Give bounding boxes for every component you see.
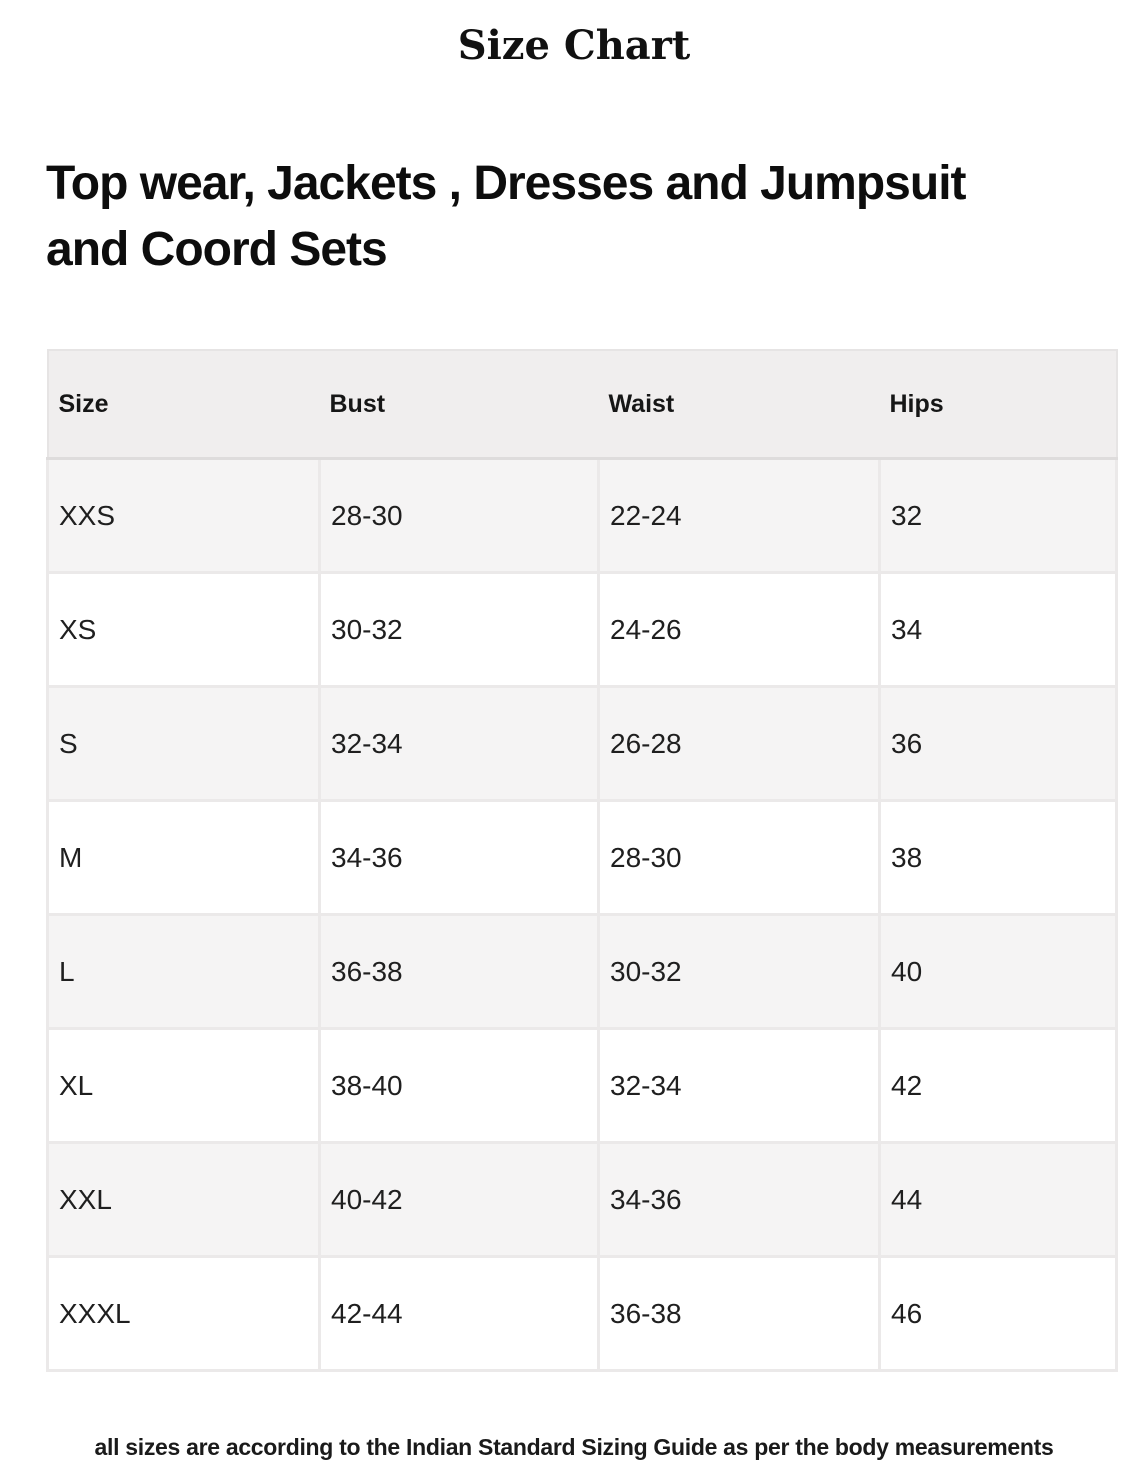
size-chart-table — [46, 349, 1118, 1372]
table-row — [48, 459, 1117, 573]
cell-bust: 38-40 — [320, 1029, 599, 1143]
cell-size: XXXL — [48, 1257, 320, 1371]
cell-hips: 38 — [880, 801, 1117, 915]
table-row — [48, 1029, 1117, 1143]
cell-hips: 46 — [880, 1257, 1117, 1371]
cell-hips: 40 — [880, 915, 1117, 1029]
cell-size: S — [48, 687, 320, 801]
cell-hips: 44 — [880, 1143, 1117, 1257]
cell-size: XL — [48, 1029, 320, 1143]
cell-waist: 36-38 — [599, 1257, 880, 1371]
table-row — [48, 1257, 1117, 1371]
page-title: Size Chart — [457, 22, 691, 69]
cell-waist: 24-26 — [599, 573, 880, 687]
table-row — [48, 915, 1117, 1029]
cell-bust: 34-36 — [320, 801, 599, 915]
cell-waist: 32-34 — [599, 1029, 880, 1143]
cell-waist: 34-36 — [599, 1143, 880, 1257]
table-row — [48, 801, 1117, 915]
cell-bust: 32-34 — [320, 687, 599, 801]
table-row — [48, 1143, 1117, 1257]
section-heading: Top wear, Jackets , Dresses and Jumpsuit and Coord Sets — [46, 157, 966, 277]
cell-bust: 28-30 — [320, 459, 599, 573]
cell-waist: 28-30 — [599, 801, 880, 915]
cell-size: XXL — [48, 1143, 320, 1257]
cell-size: XXS — [48, 459, 320, 573]
cell-bust: 42-44 — [320, 1257, 599, 1371]
cell-hips: 42 — [880, 1029, 1117, 1143]
cell-size: XS — [48, 573, 320, 687]
cell-size: M — [48, 801, 320, 915]
size-chart-page — [0, 22, 1148, 1461]
cell-waist: 26-28 — [599, 687, 880, 801]
column-header-waist: Waist — [599, 350, 880, 459]
cell-bust: 40-42 — [320, 1143, 599, 1257]
cell-hips: 34 — [880, 573, 1117, 687]
cell-waist: 22-24 — [599, 459, 880, 573]
table-row — [48, 687, 1117, 801]
column-header-hips: Hips — [880, 350, 1117, 459]
cell-size: L — [48, 915, 320, 1029]
cell-bust: 36-38 — [320, 915, 599, 1029]
cell-bust: 30-32 — [320, 573, 599, 687]
table-header-row — [48, 350, 1117, 459]
column-header-bust: Bust — [320, 350, 599, 459]
column-header-size: Size — [48, 350, 320, 459]
cell-hips: 32 — [880, 459, 1117, 573]
sizing-guide-footnote: all sizes are according to the Indian Standard Sizing Guide as per the body measurements — [94, 1434, 1054, 1461]
table-row — [48, 573, 1117, 687]
cell-waist: 30-32 — [599, 915, 880, 1029]
cell-hips: 36 — [880, 687, 1117, 801]
